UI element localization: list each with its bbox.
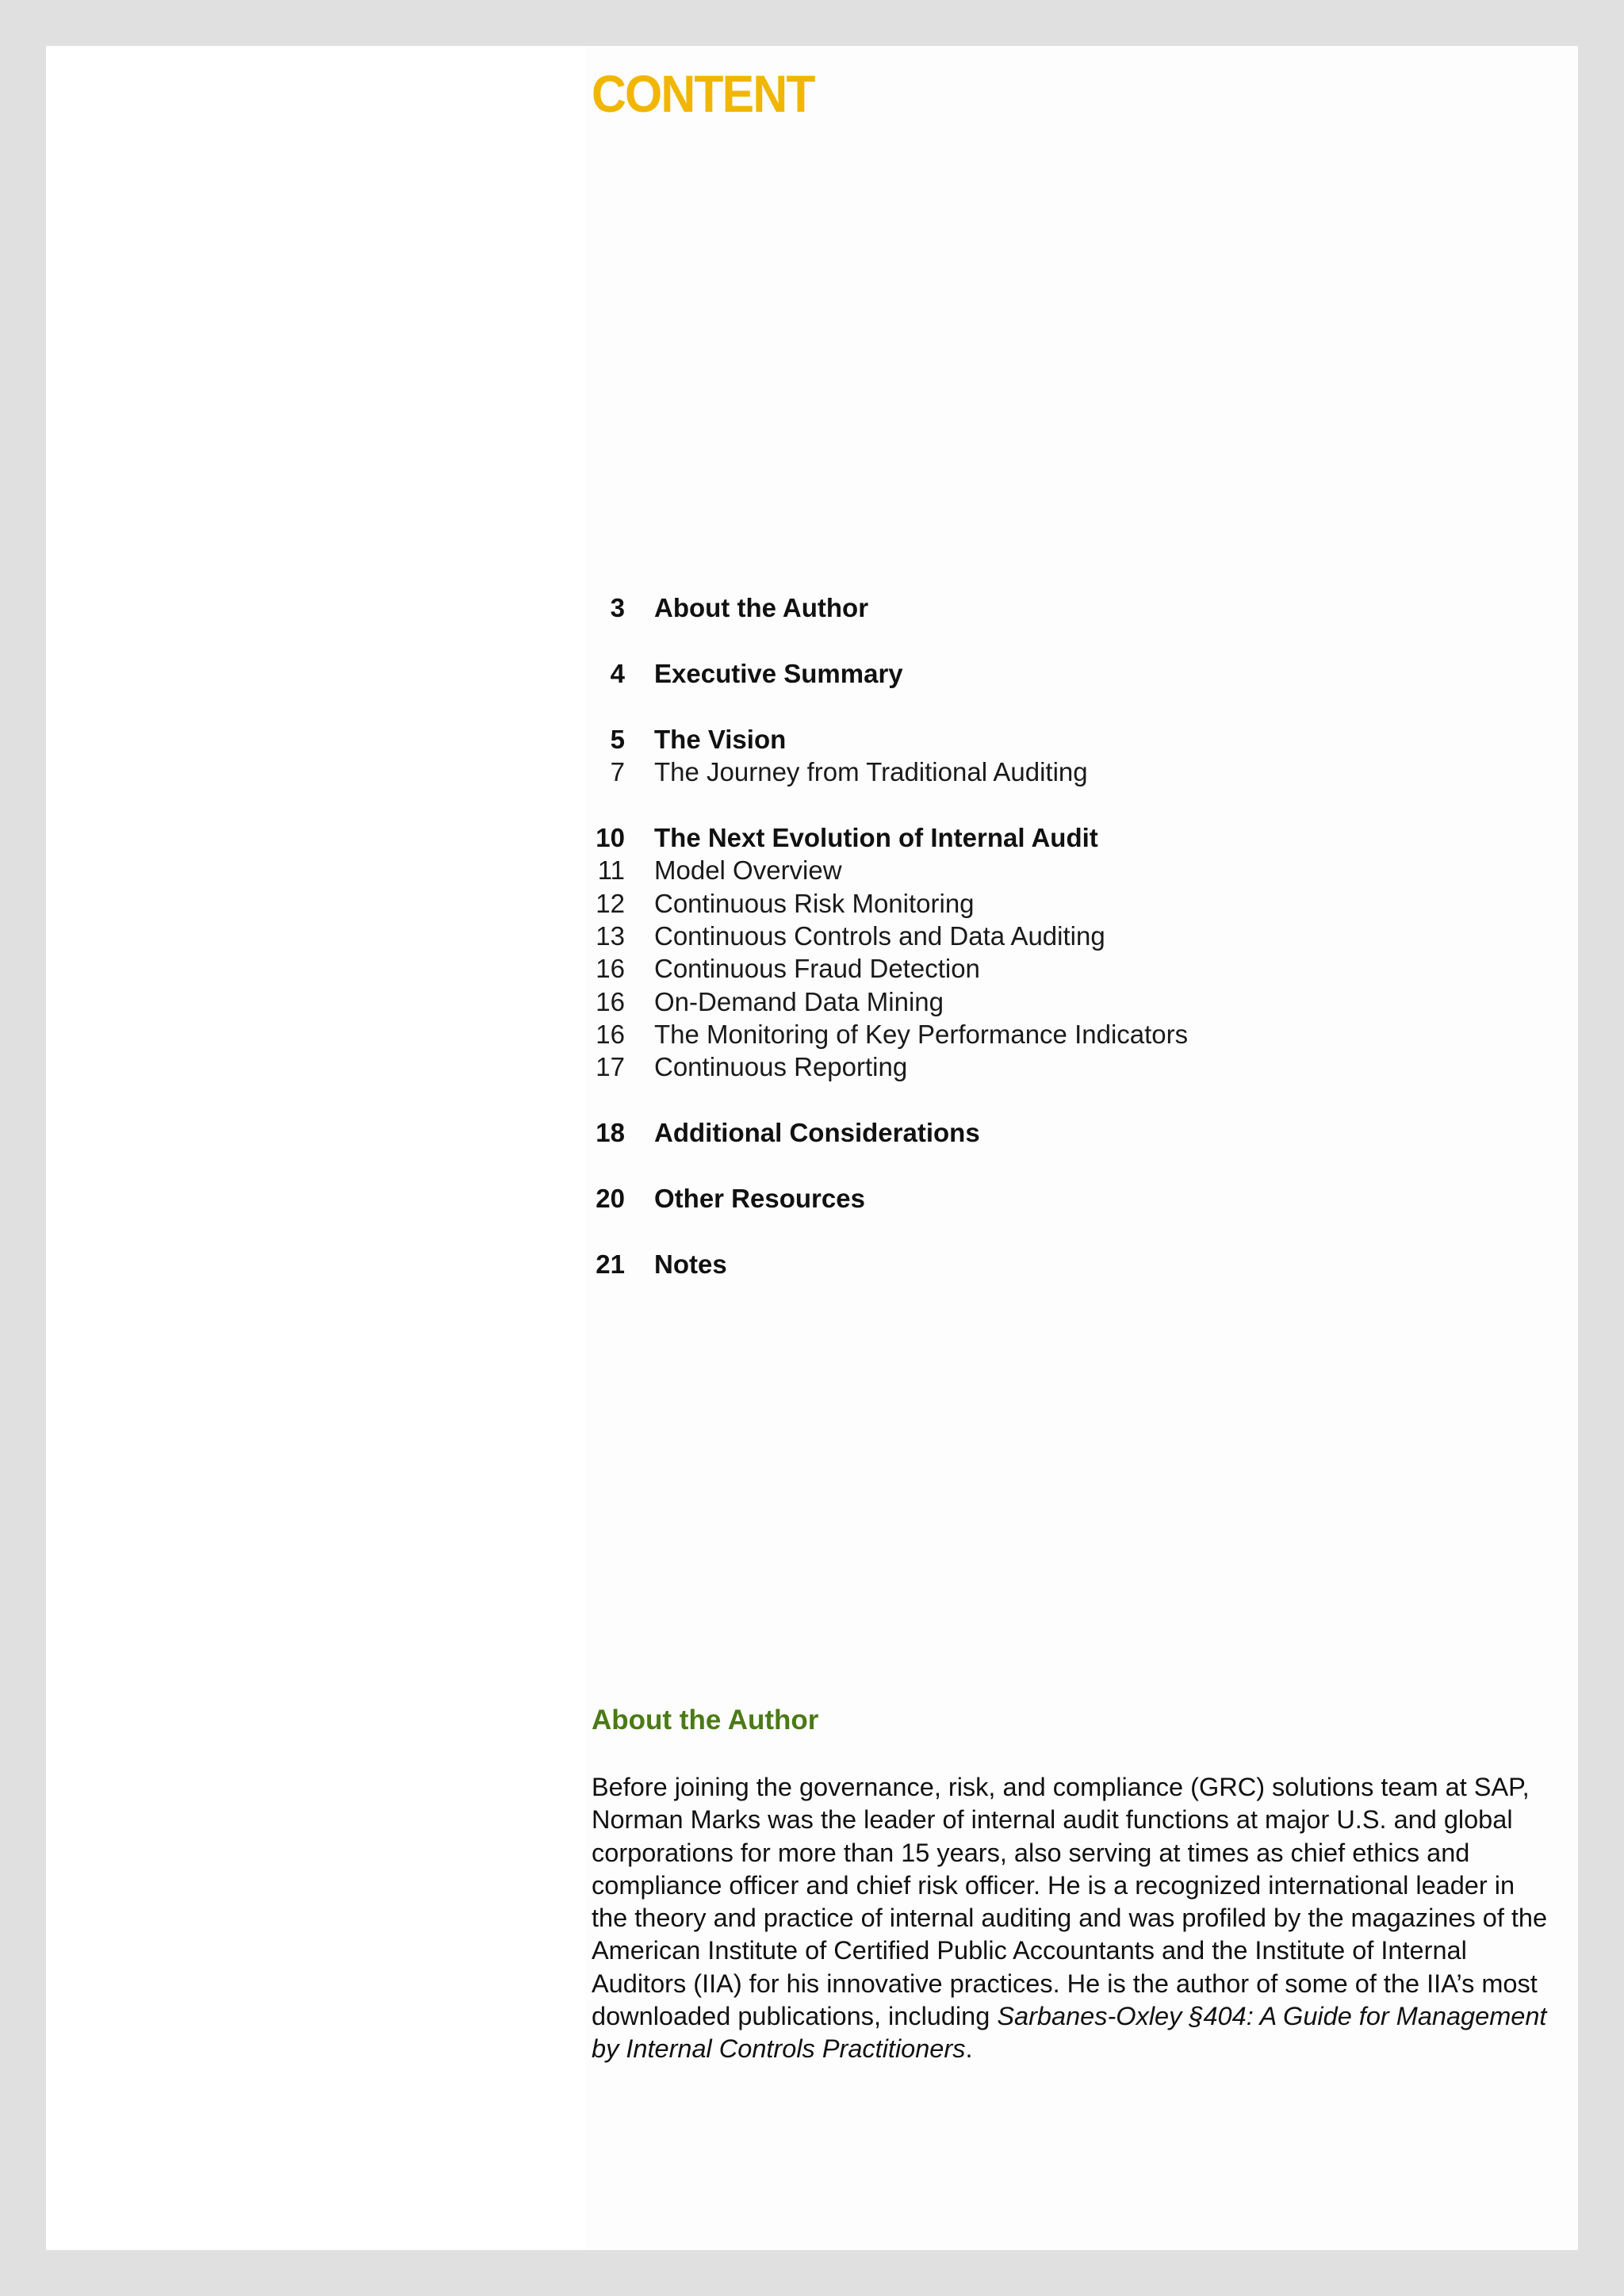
toc-entry-title: The Next Evolution of Internal Audit [654, 822, 1098, 852]
toc-entry-title: Other Resources [654, 1184, 865, 1214]
toc-entry[interactable] [592, 1248, 1385, 1280]
toc-entry-title: About the Author [654, 593, 869, 622]
toc-page-number: 4 [610, 658, 625, 688]
toc-entry[interactable] [592, 1018, 1385, 1050]
toc-page-number: 16 [596, 1020, 625, 1050]
toc-entry[interactable] [592, 985, 1385, 1018]
toc-entry-title: The Monitoring of Key Performance Indicators [654, 1020, 1189, 1050]
toc-page-number: 11 [597, 855, 625, 886]
toc-entry[interactable] [592, 1116, 1385, 1149]
toc-entry-title: The Vision [654, 724, 787, 754]
about-author-body-end: . [965, 2034, 973, 2064]
toc-entry-title: Executive Summary [654, 658, 903, 688]
toc-page-number: 16 [596, 954, 625, 984]
toc-entry-title: Continuous Risk Monitoring [654, 888, 975, 918]
toc-entry[interactable] [592, 1050, 1385, 1083]
toc-entry[interactable] [592, 657, 1385, 690]
toc-entry[interactable] [592, 1182, 1385, 1215]
toc-entry[interactable] [592, 887, 1385, 920]
toc-entry-title: Additional Considerations [654, 1118, 980, 1148]
toc-page-number: 3 [610, 593, 625, 622]
toc-page-number: 16 [596, 986, 625, 1016]
toc-entry-title: Continuous Fraud Detection [654, 954, 980, 984]
toc-page-number: 21 [596, 1249, 625, 1279]
toc-page-number: 13 [596, 920, 625, 951]
table-of-contents [592, 591, 1385, 1280]
toc-entry-title: Model Overview [654, 855, 842, 886]
toc-entry[interactable] [592, 756, 1385, 788]
toc-page-number: 10 [596, 822, 625, 852]
toc-page-number: 17 [596, 1052, 625, 1082]
toc-entry[interactable] [592, 591, 1385, 624]
toc-page-number: 18 [596, 1118, 625, 1148]
document-page [46, 46, 1578, 2250]
toc-entry-title: On-Demand Data Mining [654, 986, 944, 1016]
about-author-title: About the Author [592, 1705, 819, 1735]
toc-entry[interactable] [592, 723, 1385, 756]
toc-entry-title: Continuous Reporting [654, 1052, 908, 1082]
page-heading: CONTENT [592, 64, 814, 123]
toc-page-number: 12 [596, 888, 625, 918]
toc-entry-title: Notes [654, 1249, 727, 1279]
about-author-text [592, 1771, 1554, 2066]
toc-entry[interactable] [592, 920, 1385, 952]
toc-entry[interactable] [592, 821, 1385, 854]
toc-page-number: 5 [610, 724, 625, 754]
toc-entry-title: The Journey from Traditional Auditing [654, 756, 1088, 786]
toc-entry[interactable] [592, 854, 1385, 886]
publication-title: Sarbanes-Oxley §404: A Guide for Management by Internal Controls Practitioners [592, 2002, 1547, 2064]
toc-entry[interactable] [592, 952, 1385, 985]
about-author-body: Before joining the governance, risk, and compliance (GRC) solutions team at SAP, Norman Marks was the leader of internal audit functions at major U.S. and global corporations for more than 15 years, also serving at times as chief ethics and compliance officer and chief risk officer. He is a recognized international leader in the theory and practice of internal auditing and was profiled by the magazines of the American Institute of Certified Public Accountants and the Institute of Internal Auditors (IIA) for his innovative practices. He is the author of some of the IIA’s most downloaded publications, including [592, 1773, 1548, 2031]
toc-entry-title: Continuous Controls and Data Auditing [654, 920, 1105, 951]
toc-page-number: 20 [596, 1184, 625, 1214]
toc-page-number: 7 [610, 756, 625, 786]
